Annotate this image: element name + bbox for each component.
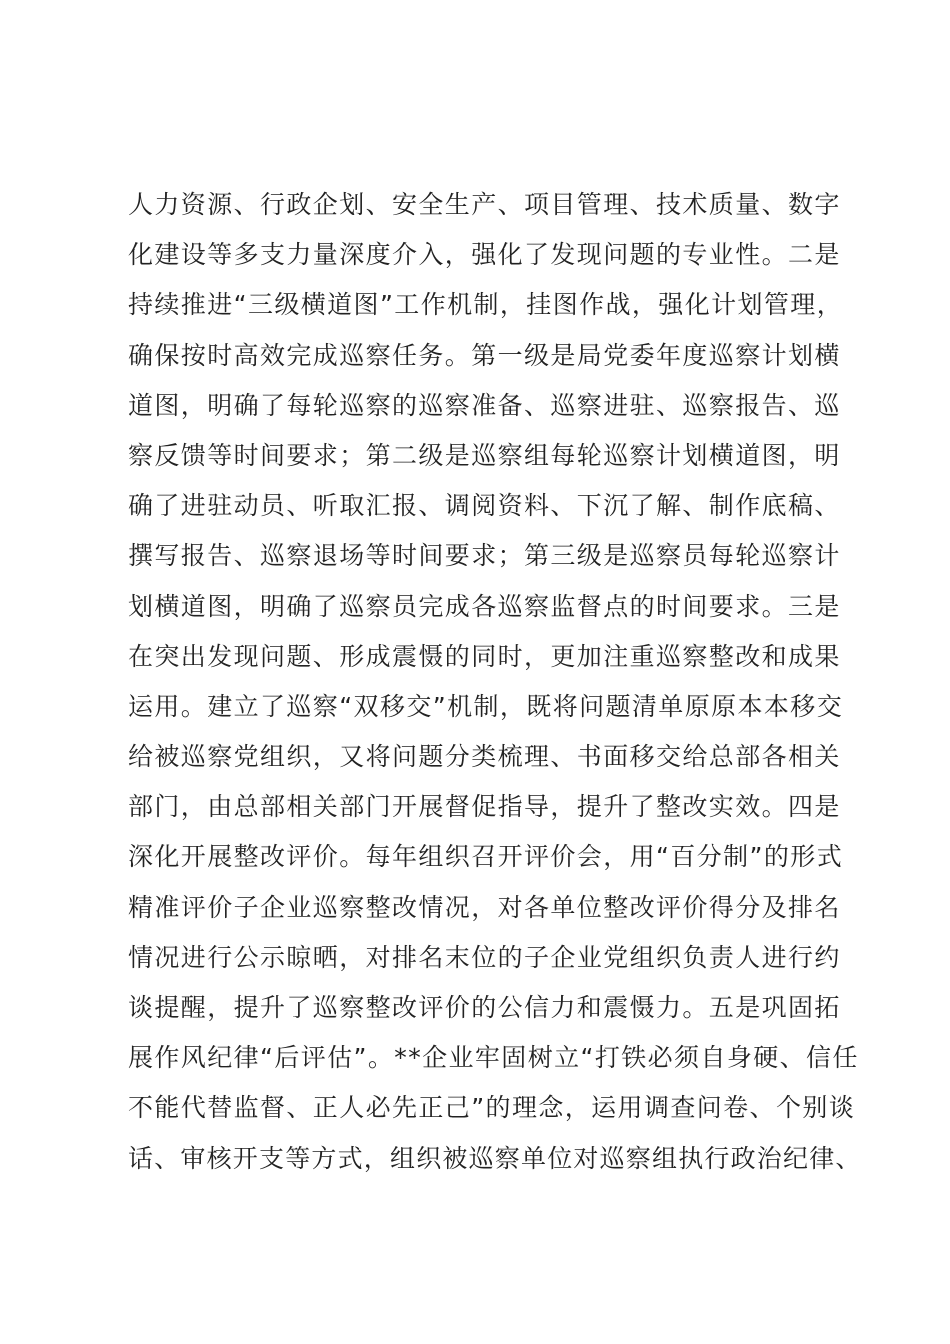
text-line: 谈提醒，提升了巡察整改评价的公信力和震慑力。五是巩固拓 [128, 993, 841, 1022]
text-line: 深化开展整改评价。每年组织召开评价会，用“百分制”的形式 [128, 842, 844, 872]
text-line: 道图，明确了每轮巡察的巡察准备、巡察进驻、巡察报告、巡 [128, 390, 841, 420]
text-line: 不能代替监督、正人必先正己”的理念，运用调查问卷、个别谈 [128, 1093, 856, 1123]
text-line: 划横道图，明确了巡察员完成各巡察监督点的时间要求。三是 [128, 591, 841, 621]
text-line: 持续推进“三级横道图”工作机制，挂图作战，强化计划管理， [128, 290, 844, 320]
text-line: 话、审核开支等方式，组织被巡察单位对巡察组执行政治纪律、 [128, 1143, 862, 1173]
text-line: 化建设等多支力量深度介入，强化了发现问题的专业性。二是 [128, 240, 841, 270]
text-line: 确保按时高效完成巡察任务。第一级是局党委年度巡察计划横 [128, 340, 841, 370]
text-line: 在突出发现问题、形成震慑的同时，更加注重巡察整改和成果 [128, 641, 841, 671]
text-line: 确了进驻动员、听取汇报、调阅资料、下沉了解、制作底稿、 [128, 491, 841, 521]
text-line: 人力资源、行政企划、安全生产、项目管理、技术质量、数字 [128, 190, 841, 219]
text-line: 给被巡察党组织，又将问题分类梳理、书面移交给总部各相关 [128, 742, 841, 772]
text-line: 部门，由总部相关部门开展督促指导，提升了整改实效。四是 [128, 792, 841, 822]
text-line: 察反馈等时间要求；第二级是巡察组每轮巡察计划横道图，明 [128, 440, 841, 470]
text-line: 精准评价子企业巡察整改情况，对各单位整改评价得分及排名 [128, 892, 841, 922]
text-line: 运用。建立了巡察“双移交”机制，既将问题清单原原本本移交 [128, 691, 844, 721]
body-paragraph [128, 180, 862, 1184]
text-line: 撰写报告、巡察退场等时间要求；第三级是巡察员每轮巡察计 [128, 541, 841, 571]
text-line: 情况进行公示晾晒，对排名末位的子企业党组织负责人进行约 [128, 942, 841, 972]
text-line: 展作风纪律“后评估”。**企业牢固树立“打铁必须自身硬、信任 [128, 1043, 859, 1073]
